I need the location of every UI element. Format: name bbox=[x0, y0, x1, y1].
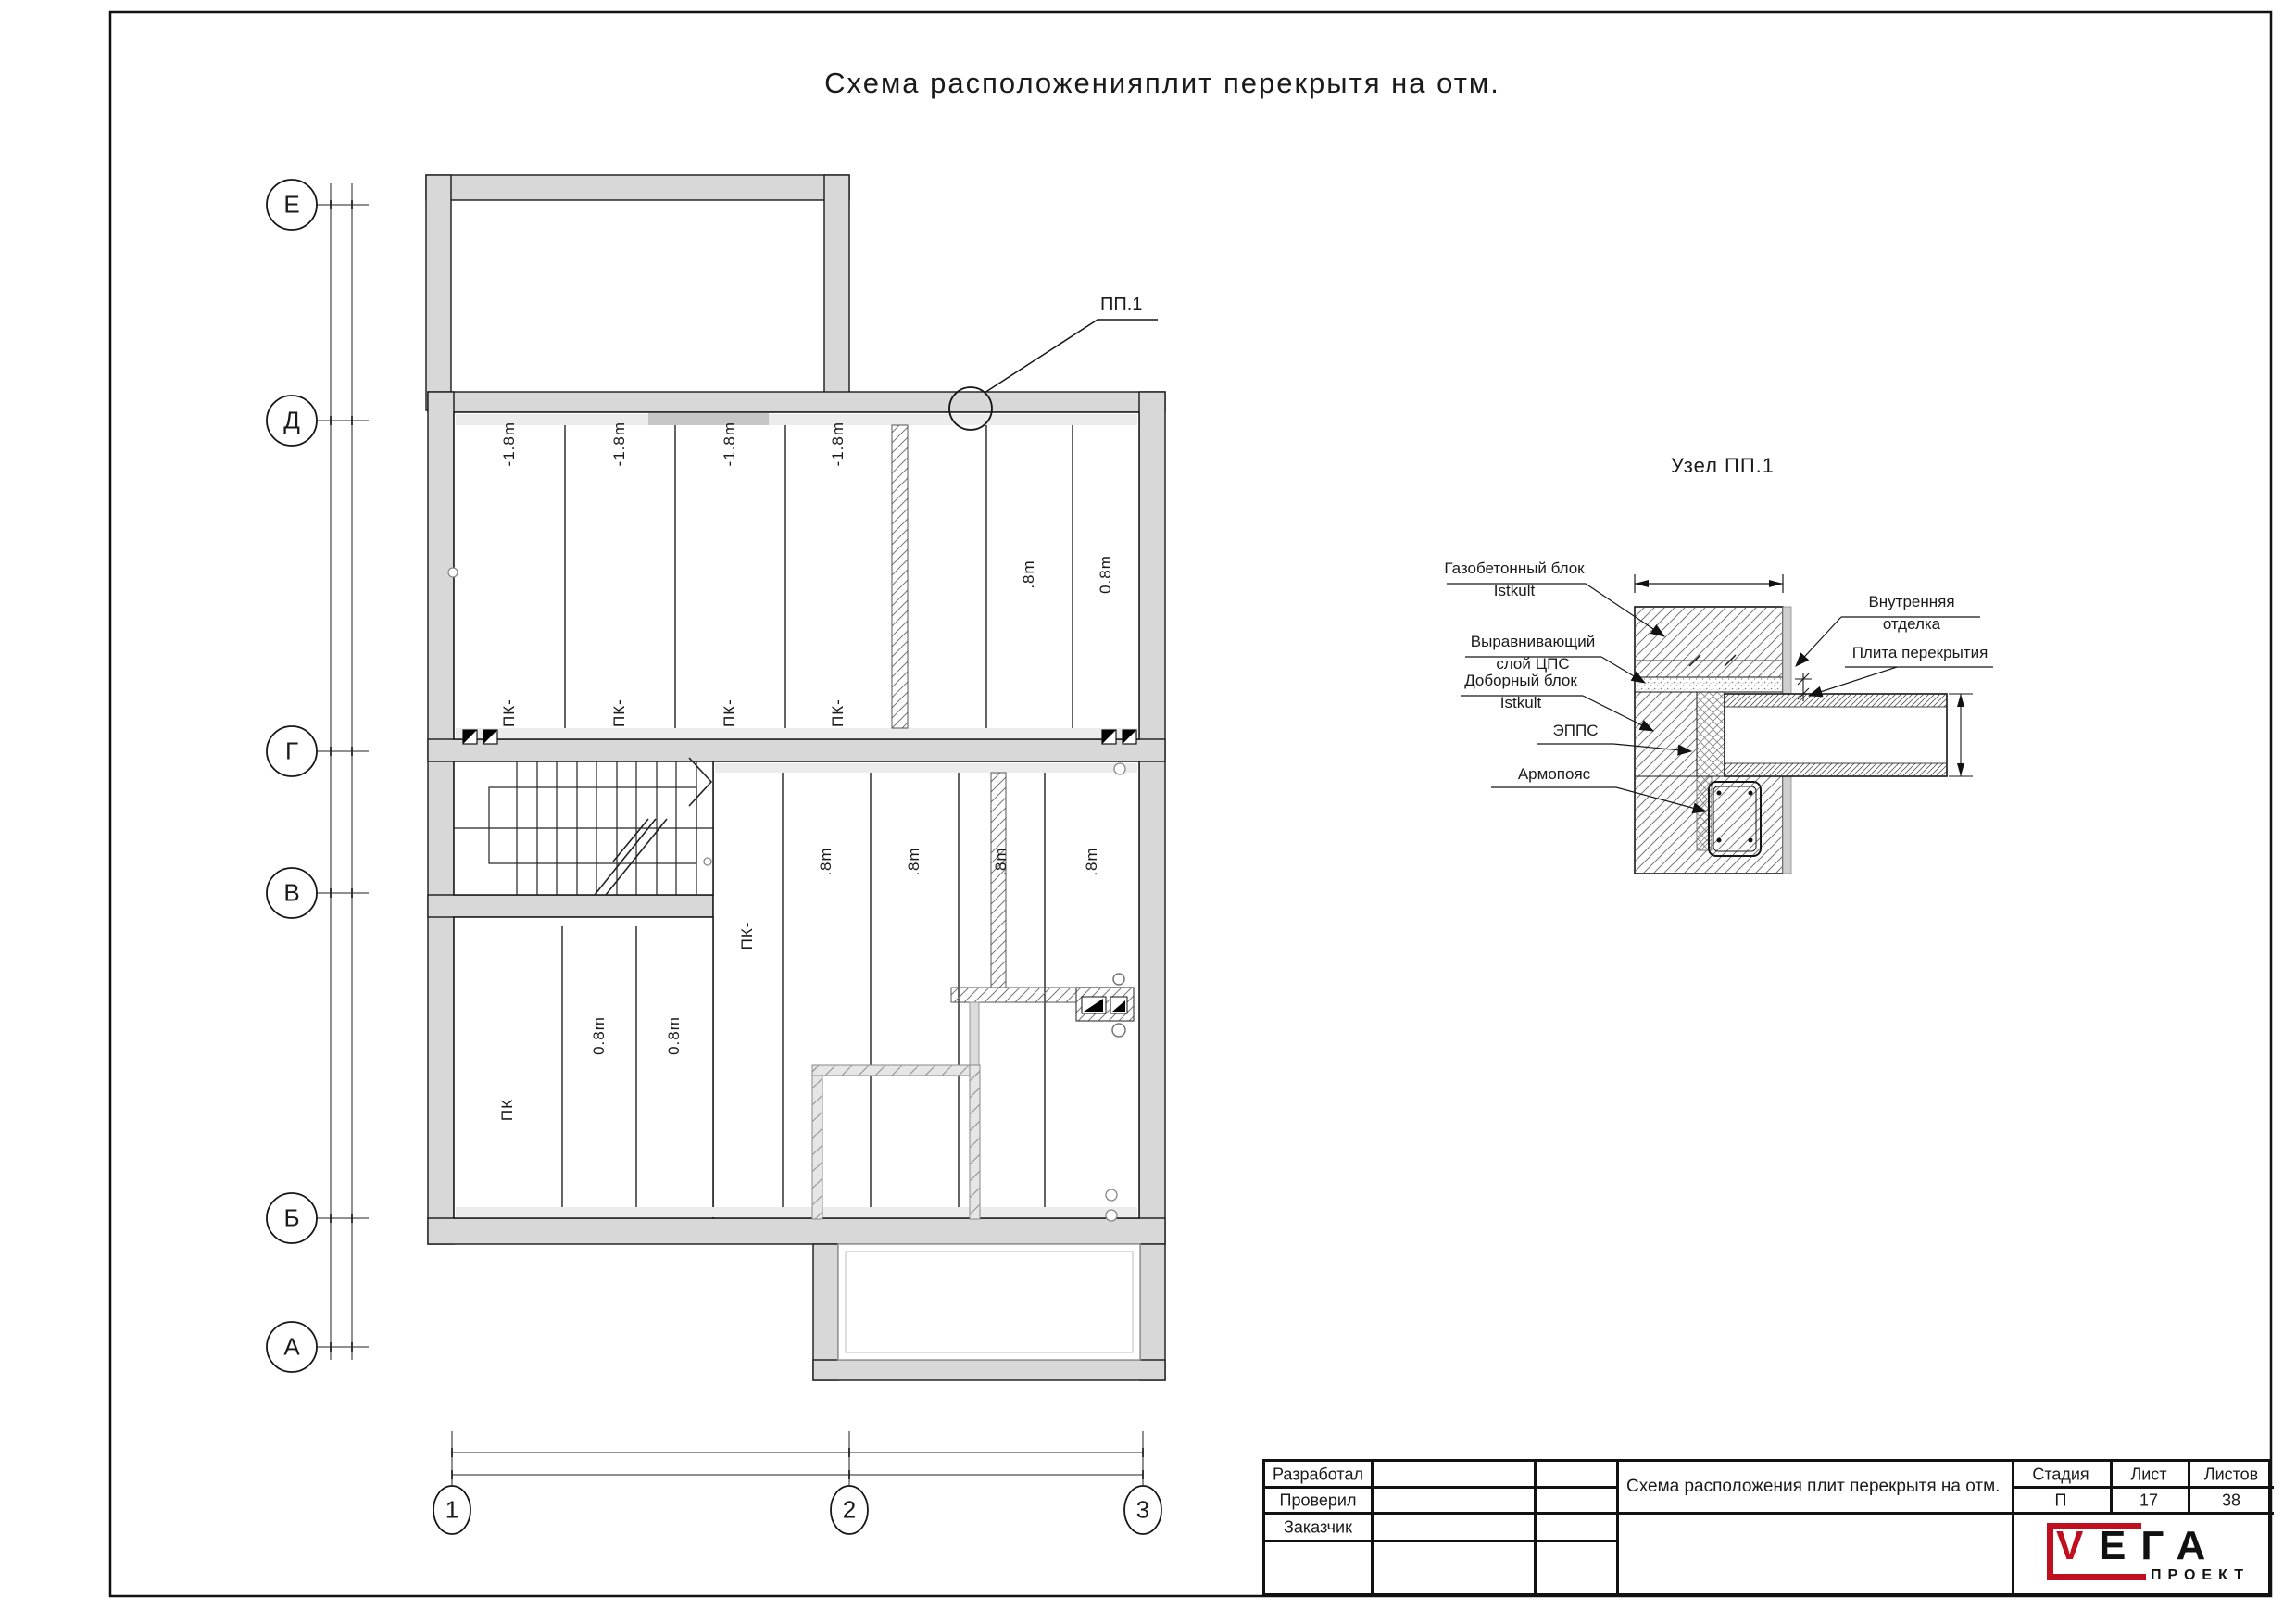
slab-label: ПК- -1.8m bbox=[500, 421, 518, 727]
extension-room bbox=[838, 1244, 1140, 1360]
tb-stage-value: П bbox=[2054, 1491, 2067, 1510]
slab-label: .8m bbox=[905, 847, 922, 876]
axis-row-e: Е bbox=[283, 190, 300, 219]
slab-label: .8m bbox=[992, 847, 1010, 876]
logo-ega: ЕГА bbox=[2099, 1523, 2221, 1568]
tb-line bbox=[1616, 1462, 1619, 1593]
title-block bbox=[1262, 1459, 2271, 1596]
axis-row-v: В bbox=[283, 878, 300, 907]
axis-col-3: 3 bbox=[1135, 1495, 1150, 1524]
axis-col-1: 1 bbox=[445, 1495, 459, 1524]
detail-label-epps: ЭППС bbox=[1552, 722, 1599, 739]
logo-bar-left bbox=[2047, 1523, 2053, 1580]
tb-role-checked: Проверил bbox=[1279, 1491, 1357, 1510]
slab-label: ПК- bbox=[738, 921, 756, 950]
detail-label-gas-block: Газобетонный блок Istkult bbox=[1444, 560, 1585, 599]
tb-sheets-value: 38 bbox=[2221, 1491, 2241, 1510]
slab-label: .8m bbox=[1083, 847, 1100, 876]
logo-bar-bottom bbox=[2047, 1574, 2146, 1580]
vega-logo bbox=[2012, 1512, 2271, 1596]
axis-row-d: Д bbox=[283, 406, 300, 434]
tb-line bbox=[1265, 1540, 1616, 1542]
tb-role-developed: Разработал bbox=[1273, 1465, 1363, 1484]
tb-line bbox=[1534, 1462, 1537, 1593]
tb-line bbox=[1371, 1462, 1374, 1593]
detail-label-leveling: Выравнивающий слой ЦПС bbox=[1470, 633, 1596, 673]
tb-line bbox=[1265, 1486, 1616, 1489]
axis-row-g: Г bbox=[284, 736, 299, 765]
slab-label: ПК- -1.8m bbox=[610, 421, 628, 727]
tb-sheets-label: Листов bbox=[2203, 1465, 2259, 1484]
logo-proekt: ПРОЕКТ bbox=[2151, 1567, 2251, 1583]
page-title: Схема расположенияплит перекрытя на отм. bbox=[824, 67, 1500, 99]
detail-label-inner-finish: Внутренняя отделка bbox=[1868, 593, 1955, 633]
slab-label: ПК bbox=[498, 1098, 516, 1122]
slab-label: ПК- -1.8m bbox=[721, 421, 738, 727]
detail-title: Узел ПП.1 bbox=[1670, 454, 1775, 477]
detail-label-slab: Плита перекрытия bbox=[1851, 644, 1989, 661]
slab-label: .8m bbox=[1020, 560, 1037, 589]
slab-label: .8m bbox=[817, 847, 834, 876]
tb-stage-label: Стадия bbox=[2032, 1465, 2089, 1484]
detail-label-extra-block: Доборный блок Istkult bbox=[1464, 672, 1577, 711]
slab-label: 0.8m bbox=[590, 1016, 608, 1055]
logo-v: V bbox=[2056, 1523, 2084, 1568]
callout-label: ПП.1 bbox=[1100, 295, 1143, 315]
tb-role-customer: Заказчик bbox=[1284, 1517, 1352, 1537]
slab-label: ПК- -1.8m bbox=[829, 421, 847, 727]
detail-label-armo: Армопояс bbox=[1517, 765, 1591, 783]
slab-label: 0.8m bbox=[1097, 555, 1114, 594]
axis-row-a: А bbox=[283, 1332, 300, 1361]
tb-sheet-label: Лист bbox=[2130, 1465, 2167, 1484]
tb-line bbox=[2012, 1486, 2274, 1489]
slab-label: 0.8m bbox=[665, 1016, 683, 1055]
stairs bbox=[454, 758, 713, 895]
axis-row-b: Б bbox=[283, 1203, 300, 1232]
axis-col-2: 2 bbox=[842, 1495, 857, 1524]
tb-doc-title: Схема расположения плит перекрытя на отм. bbox=[1626, 1477, 2001, 1496]
tb-sheet-value: 17 bbox=[2139, 1491, 2159, 1510]
